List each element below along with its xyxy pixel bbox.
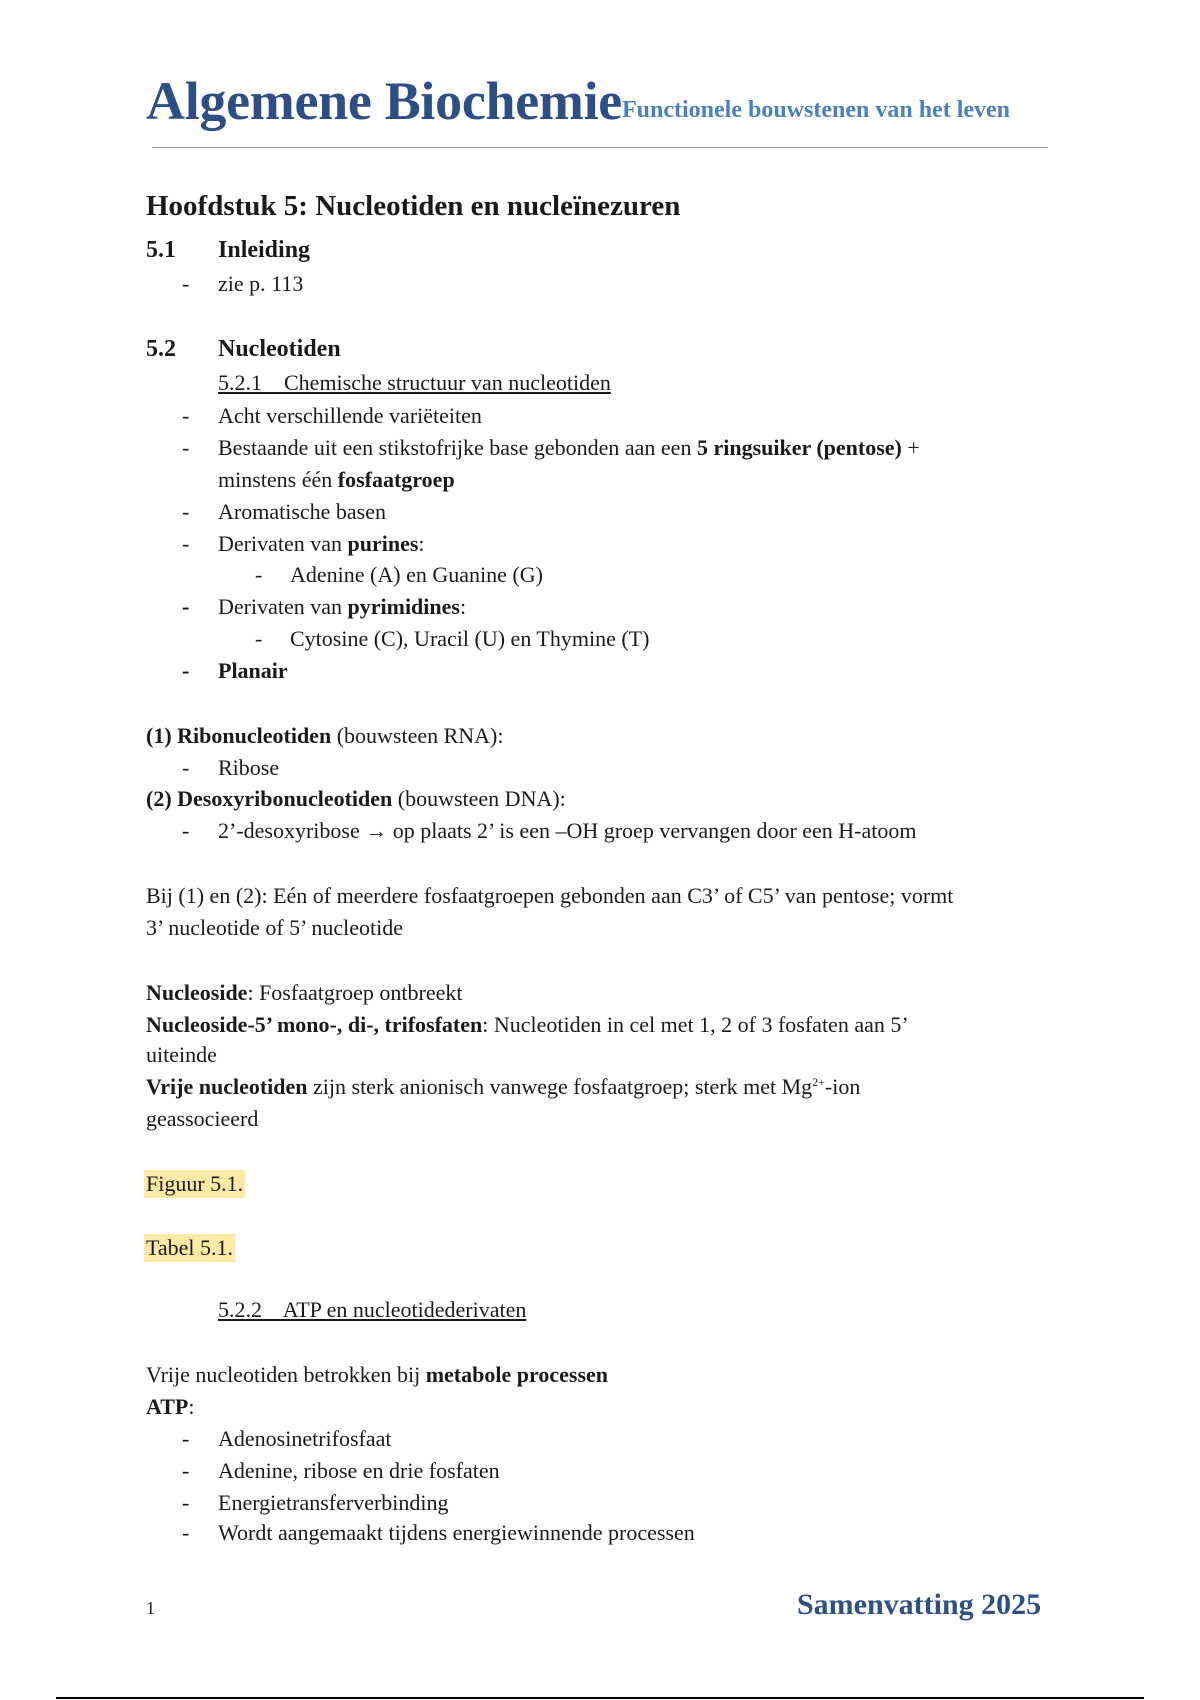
bold-term: pyrimidines	[347, 594, 460, 619]
text: zijn sterk anionisch vanwege fosfaatgroep; sterk met Mg	[307, 1074, 813, 1099]
bullet-dash: -	[182, 818, 190, 843]
header-divider	[152, 147, 1048, 148]
bullet-dash: -	[182, 403, 190, 428]
paragraph	[146, 1362, 608, 1388]
bold-term: purines	[347, 531, 419, 556]
paragraph	[146, 786, 566, 812]
text: Derivaten van	[218, 594, 348, 619]
document-title: Algemene Biochemie	[146, 71, 622, 131]
bullet-dash: -	[182, 1490, 190, 1515]
superscript: 2+	[812, 1075, 825, 1089]
chapter-heading: Hoofdstuk 5: Nucleotiden en nucleïnezuren	[146, 190, 681, 222]
text: (bouwsteen RNA):	[331, 723, 504, 748]
paragraph	[146, 723, 504, 749]
bullet-dash: -	[182, 499, 190, 524]
text: :	[188, 1394, 195, 1419]
bold-term: (1) Ribonucleotiden	[146, 723, 332, 748]
section-number-5-2: 5.2	[146, 336, 176, 362]
bold-term: Nucleoside-5’ mono-, di-, trifosfaten	[146, 1012, 483, 1037]
definition-continuation: geassocieerd	[146, 1106, 259, 1131]
list-item: 2’-desoxyribose → op plaats 2’ is een –OH groep vervangen door een H-atoom	[218, 818, 917, 843]
list-item: zie p. 113	[218, 271, 304, 296]
definition	[146, 1074, 860, 1100]
list-item: Ribose	[218, 755, 280, 780]
text: : Fosfaatgroep ontbreekt	[247, 980, 463, 1005]
subsection-heading-5-2-2: 5.2.2 ATP en nucleotidederivaten	[218, 1297, 527, 1322]
text: :	[418, 531, 425, 556]
list-item: Wordt aangemaakt tijdens energiewinnende processen	[218, 1520, 695, 1545]
subsection-heading-5-2-1: 5.2.1 Chemische structuur van nucleotiden	[218, 370, 611, 395]
text: Derivaten van	[218, 531, 348, 556]
list-item: Planair	[218, 658, 288, 683]
list-item: Adenosinetrifosfaat	[218, 1426, 392, 1451]
bold-term: 5 ringsuiker (pentose)	[696, 435, 902, 460]
sub-list-item: Adenine (A) en Guanine (G)	[290, 562, 543, 587]
list-item	[218, 531, 425, 557]
bold-term: ATP	[146, 1394, 189, 1419]
figure-reference: Figuur 5.1.	[146, 1171, 244, 1196]
bold-term: metabole processen	[425, 1362, 609, 1387]
list-item-continuation	[218, 467, 455, 493]
list-item: Acht verschillende variëteiten	[218, 403, 482, 428]
footer-title: Samenvatting 2025	[797, 1588, 1042, 1621]
list-item: Adenine, ribose en drie fosfaten	[218, 1458, 500, 1483]
text: -ion	[824, 1074, 861, 1099]
bold-term: fosfaatgroep	[337, 467, 455, 492]
bullet-dash: -	[182, 755, 190, 780]
bold-term: Vrije nucleotiden	[146, 1074, 308, 1099]
bullet-dash: -	[255, 626, 263, 651]
section-number-5-1: 5.1	[146, 237, 176, 263]
bullet-dash: -	[182, 271, 190, 296]
definition-continuation: uiteinde	[146, 1042, 217, 1067]
document-subtitle: Functionele bouwstenen van het leven	[622, 97, 1011, 123]
list-item: Energietransferverbinding	[218, 1490, 449, 1515]
text: : Nucleotiden in cel met 1, 2 of 3 fosfaten aan 5’	[482, 1012, 909, 1037]
list-item	[218, 435, 920, 461]
paragraph: 3’ nucleotide of 5’ nucleotide	[146, 915, 403, 940]
bullet-dash: -	[182, 1426, 190, 1451]
paragraph	[146, 1394, 195, 1420]
text: Vrije nucleotiden betrokken bij	[146, 1362, 426, 1387]
bullet-dash: -	[182, 594, 190, 619]
list-item: Aromatische basen	[218, 499, 386, 524]
text: Bestaande uit een stikstofrijke base gebonden aan een	[218, 435, 697, 460]
bullet-dash: -	[182, 1458, 190, 1483]
text: minstens één	[218, 467, 338, 492]
bullet-dash: -	[182, 1520, 190, 1545]
definition	[146, 980, 463, 1006]
table-reference: Tabel 5.1.	[146, 1235, 234, 1260]
section-heading-nucleotiden: Nucleotiden	[218, 336, 341, 362]
bullet-dash: -	[182, 435, 190, 460]
text: +	[901, 435, 920, 460]
bullet-dash: -	[255, 562, 263, 587]
sub-list-item: Cytosine (C), Uracil (U) en Thymine (T)	[290, 626, 650, 651]
text: (bouwsteen DNA):	[392, 786, 566, 811]
bullet-dash: -	[182, 531, 190, 556]
definition	[146, 1012, 909, 1038]
list-item	[218, 594, 466, 620]
bold-term: (2) Desoxyribonucleotiden	[146, 786, 393, 811]
page-number: 1	[146, 1598, 155, 1618]
page-bottom-border	[56, 1697, 1144, 1699]
bold-term: Nucleoside	[146, 980, 248, 1005]
text: :	[459, 594, 467, 619]
section-heading-inleiding: Inleiding	[218, 237, 311, 263]
paragraph: Bij (1) en (2): Eén of meerdere fosfaatgroepen gebonden aan C3’ of C5’ van pentose; vormt	[146, 883, 954, 908]
bullet-dash: -	[182, 658, 190, 683]
